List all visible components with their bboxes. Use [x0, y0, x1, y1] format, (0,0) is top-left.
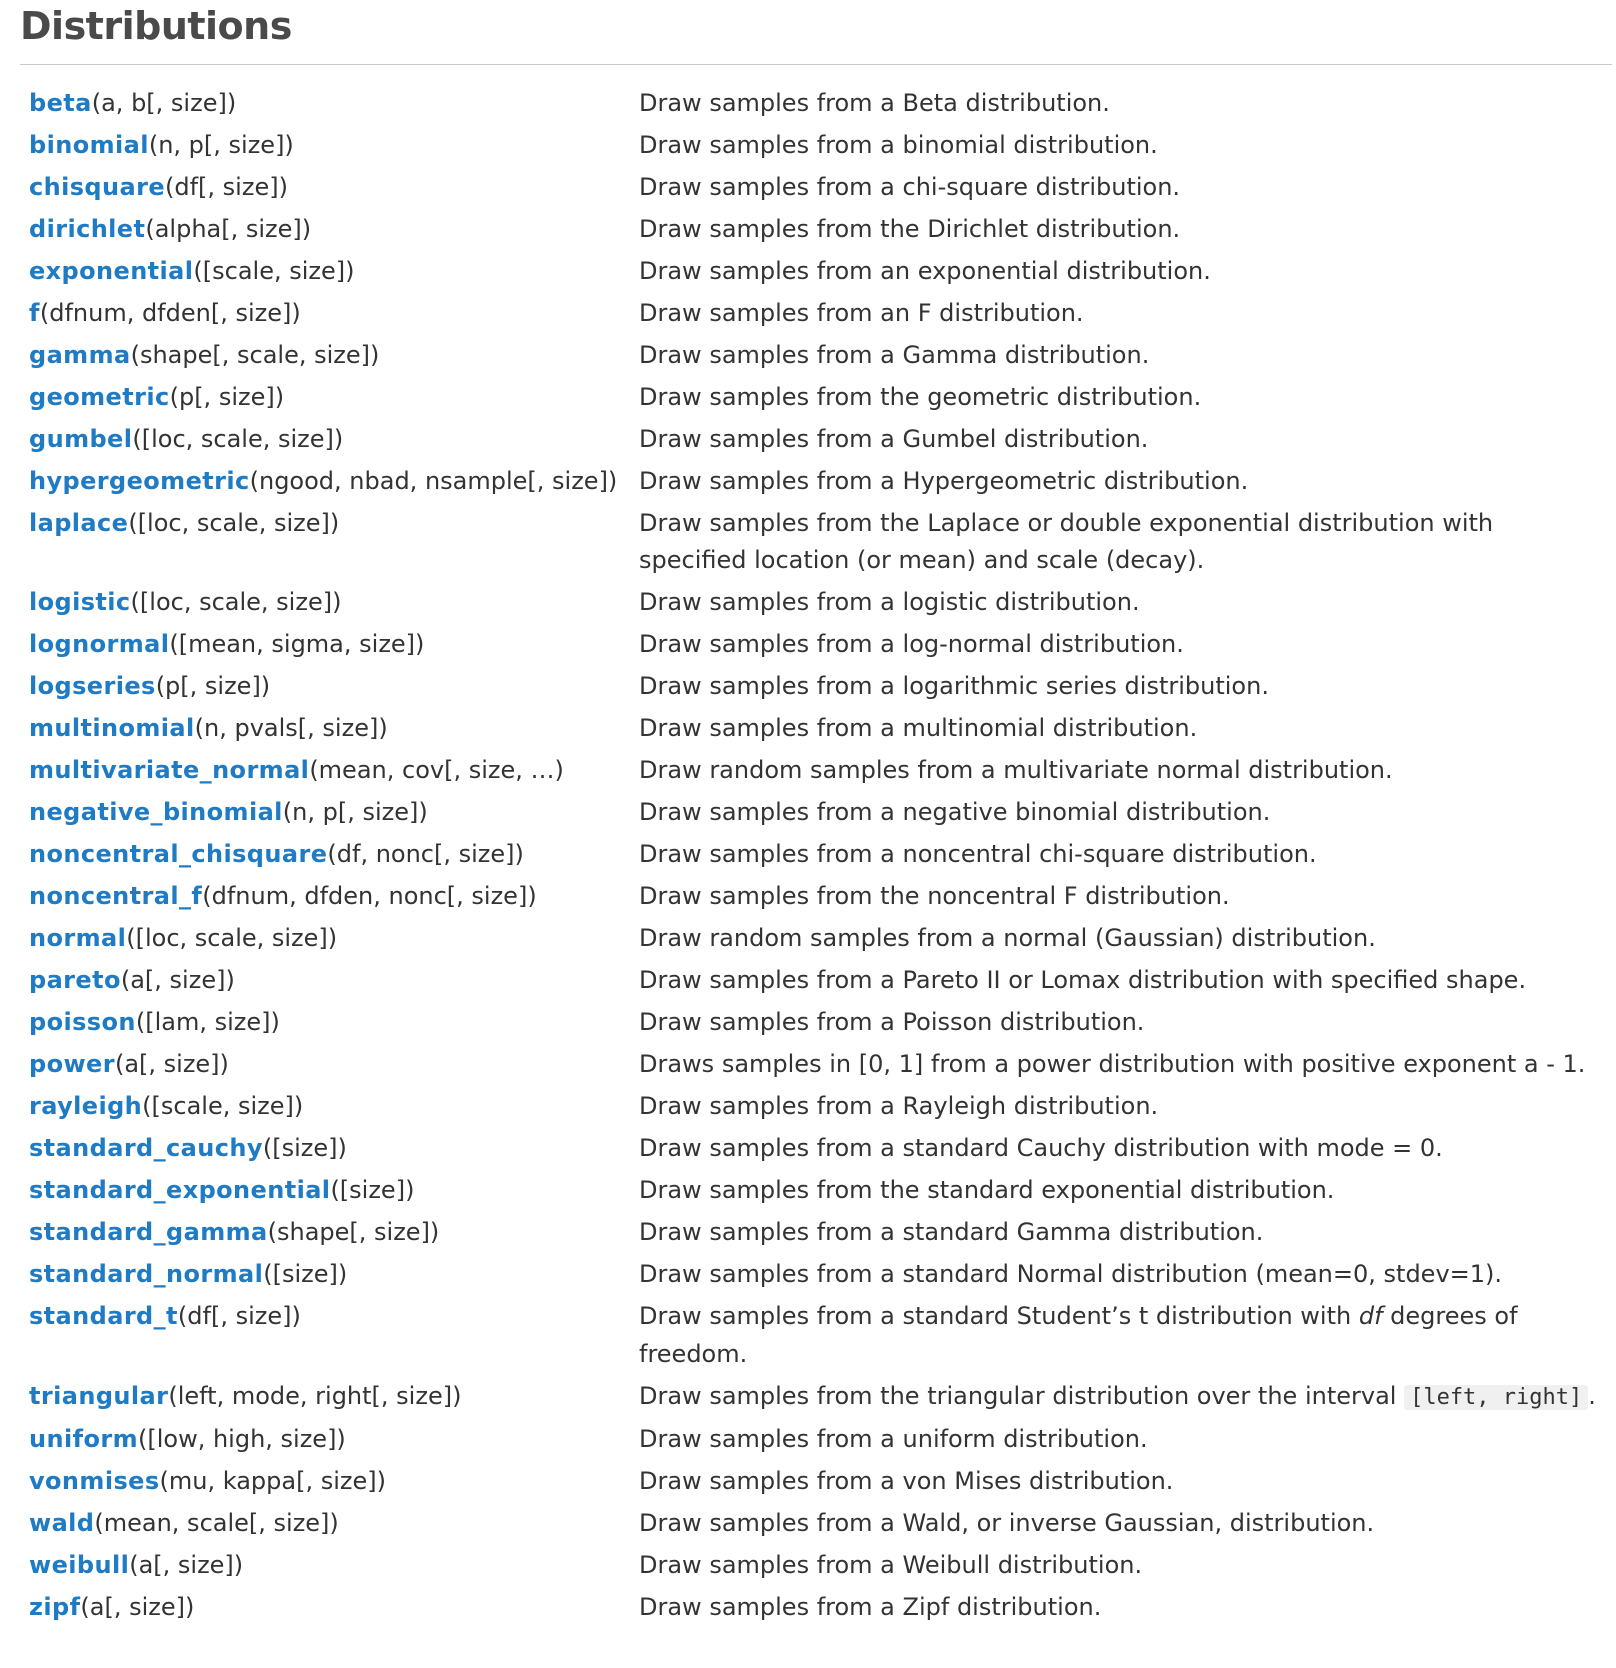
table-row — [29, 1256, 1616, 1293]
function-link-poisson[interactable]: poisson — [29, 1008, 136, 1037]
function-params: (left, mode, right[, size]) — [168, 1381, 462, 1410]
distribution-table — [29, 85, 1616, 1631]
function-description: Draws samples in [0, 1] from a power distribution with positive exponent a - 1. — [639, 1050, 1586, 1079]
function-signature — [29, 295, 639, 332]
table-row — [29, 1421, 1616, 1458]
function-signature — [29, 1172, 639, 1209]
function-link-lognormal[interactable]: lognormal — [29, 630, 170, 659]
function-signature — [29, 584, 639, 621]
function-link-hypergeometric[interactable]: hypergeometric — [29, 467, 250, 495]
function-signature — [29, 1378, 639, 1415]
function-params: ([mean, sigma, size]) — [169, 630, 425, 659]
function-description: Draw samples from a noncentral chi-square distribution. — [639, 840, 1317, 869]
function-link-triangular[interactable]: triangular — [29, 1381, 169, 1410]
table-row — [29, 169, 1616, 206]
function-description: Draw samples from a logarithmic series distribution. — [639, 672, 1269, 701]
function-signature — [29, 253, 639, 290]
table-row — [29, 253, 1616, 290]
function-link-multivariate-normal[interactable]: multivariate_normal — [29, 756, 310, 785]
table-row — [29, 878, 1616, 915]
function-signature — [29, 626, 639, 663]
table-row — [29, 1214, 1616, 1251]
function-description: Draw samples from a Poisson distribution. — [639, 1008, 1145, 1037]
function-description: Draw samples from a multinomial distribution. — [639, 714, 1198, 743]
function-signature — [29, 668, 639, 705]
function-description: Draw samples from a Beta distribution. — [639, 89, 1110, 117]
function-params: ([lam, size]) — [135, 1008, 280, 1037]
function-params: (a[, size]) — [80, 1592, 195, 1621]
function-link-f[interactable]: f — [29, 299, 40, 327]
function-link-weibull[interactable]: weibull — [29, 1550, 130, 1579]
table-row — [29, 1172, 1616, 1209]
table-row — [29, 1298, 1616, 1373]
description-text: Draw samples from a standard Student’s t distribution with — [639, 1302, 1359, 1331]
function-description: Draw samples from a logistic distribution. — [639, 588, 1140, 617]
function-link-power[interactable]: power — [29, 1050, 115, 1079]
function-description: Draw samples from a Gamma distribution. — [639, 341, 1150, 369]
function-params: ([low, high, size]) — [137, 1424, 346, 1453]
table-row — [29, 505, 1616, 580]
function-link-negative-binomial[interactable]: negative_binomial — [29, 798, 283, 827]
function-description: Draw samples from the Dirichlet distribution. — [639, 215, 1181, 243]
function-link-noncentral-f[interactable]: noncentral_f — [29, 882, 203, 911]
function-params: (df[, size]) — [177, 1302, 301, 1331]
table-row — [29, 584, 1616, 621]
function-link-zipf[interactable]: zipf — [29, 1592, 81, 1621]
function-signature — [29, 421, 639, 458]
function-params: ([scale, size]) — [193, 257, 355, 285]
title-divider — [20, 64, 1612, 65]
function-link-uniform[interactable]: uniform — [29, 1424, 138, 1453]
function-params: (mu, kappa[, size]) — [159, 1466, 386, 1495]
table-row — [29, 85, 1616, 122]
function-link-logistic[interactable]: logistic — [29, 588, 131, 617]
function-params: ([loc, scale, size]) — [128, 509, 340, 537]
function-signature — [29, 1505, 639, 1542]
function-description: Draw samples from a standard Normal distribution (mean=0, stdev=1). — [639, 1260, 1503, 1289]
function-signature — [29, 1421, 639, 1458]
function-params: ([size]) — [330, 1176, 415, 1205]
description-text: Draw samples from the triangular distribution over the interval — [639, 1381, 1405, 1410]
function-signature — [29, 85, 639, 122]
page-title: Distributions — [20, 4, 292, 48]
function-signature — [29, 211, 639, 248]
description-emphasis: df — [1358, 1302, 1383, 1331]
table-row — [29, 962, 1616, 999]
function-params: (n, p[, size]) — [282, 798, 428, 827]
function-signature — [29, 1046, 639, 1083]
table-row — [29, 752, 1616, 789]
function-link-gumbel[interactable]: gumbel — [29, 425, 133, 453]
table-row — [29, 1505, 1616, 1542]
function-description: Draw samples from an F distribution. — [639, 299, 1084, 327]
function-link-logseries[interactable]: logseries — [29, 672, 156, 701]
table-row — [29, 421, 1616, 458]
function-signature — [29, 505, 639, 542]
function-link-rayleigh[interactable]: rayleigh — [29, 1092, 143, 1121]
function-link-pareto[interactable]: pareto — [29, 966, 121, 995]
function-signature — [29, 169, 639, 206]
function-signature — [29, 878, 639, 915]
table-row — [29, 794, 1616, 831]
function-signature — [29, 710, 639, 747]
function-params: (dfnum, dfden[, size]) — [39, 299, 301, 327]
function-params: ([scale, size]) — [142, 1092, 304, 1121]
function-link-wald[interactable]: wald — [29, 1508, 95, 1537]
function-link-standard-gamma[interactable]: standard_gamma — [29, 1218, 268, 1247]
table-row — [29, 710, 1616, 747]
function-description: Draw random samples from a multivariate normal distribution. — [639, 756, 1393, 785]
function-link-standard-t[interactable]: standard_t — [29, 1302, 178, 1331]
function-params: (dfnum, dfden, nonc[, size]) — [202, 882, 537, 911]
function-description: Draw samples from an exponential distribution. — [639, 257, 1211, 285]
function-signature — [29, 1547, 639, 1584]
function-params: ([size]) — [263, 1260, 348, 1289]
function-description — [639, 1298, 1599, 1373]
function-description: Draw random samples from a normal (Gaussian) distribution. — [639, 924, 1376, 953]
function-link-chisquare[interactable]: chisquare — [29, 173, 165, 201]
function-signature — [29, 337, 639, 374]
table-row — [29, 1088, 1616, 1125]
function-signature — [29, 1088, 639, 1125]
function-params: (ngood, nbad, nsample[, size]) — [249, 467, 618, 495]
function-signature — [29, 962, 639, 999]
description-text: . — [1588, 1381, 1596, 1410]
function-description: Draw samples from a standard Gamma distribution. — [639, 1218, 1264, 1247]
function-params: (p[, size]) — [169, 383, 285, 411]
table-row — [29, 1589, 1616, 1626]
function-params: (mean, cov[, size, …) — [309, 756, 564, 785]
function-description: Draw samples from a binomial distribution. — [639, 131, 1158, 159]
function-params: (df, nonc[, size]) — [327, 840, 524, 869]
function-params: (alpha[, size]) — [145, 215, 312, 243]
table-row — [29, 920, 1616, 957]
function-description: Draw samples from a chi-square distribution. — [639, 173, 1181, 201]
function-description: Draw samples from the noncentral F distribution. — [639, 882, 1230, 911]
function-description: Draw samples from a uniform distribution. — [639, 1424, 1148, 1453]
function-signature — [29, 752, 639, 789]
function-link-laplace[interactable]: laplace — [29, 509, 129, 537]
function-description: Draw samples from the standard exponential distribution. — [639, 1176, 1335, 1205]
table-row — [29, 1378, 1616, 1416]
function-signature — [29, 463, 639, 500]
function-description: Draw samples from a standard Cauchy distribution with mode = 0. — [639, 1134, 1443, 1163]
function-description: Draw samples from a Weibull distribution. — [639, 1550, 1143, 1579]
table-row — [29, 127, 1616, 164]
function-description: Draw samples from a Rayleigh distribution. — [639, 1092, 1159, 1121]
function-description: Draw samples from a von Mises distribution. — [639, 1466, 1174, 1495]
function-description: Draw samples from the geometric distribution. — [639, 383, 1202, 411]
table-row — [29, 1046, 1616, 1083]
function-link-gamma[interactable]: gamma — [29, 341, 131, 369]
function-description: Draw samples from a Pareto II or Lomax distribution with specified shape. — [639, 966, 1527, 995]
function-params: (shape[, size]) — [267, 1218, 440, 1247]
function-params: (n, pvals[, size]) — [194, 714, 388, 743]
function-params: (a[, size]) — [129, 1550, 244, 1579]
function-signature — [29, 1589, 639, 1626]
function-signature — [29, 1130, 639, 1167]
function-description: Draw samples from a Gumbel distribution. — [639, 425, 1149, 453]
function-link-dirichlet[interactable]: dirichlet — [29, 215, 146, 243]
function-link-multinomial[interactable]: multinomial — [29, 714, 195, 743]
function-link-binomial[interactable]: binomial — [29, 131, 149, 159]
function-description: Draw samples from a Wald, or inverse Gaussian, distribution. — [639, 1508, 1375, 1537]
function-signature — [29, 1004, 639, 1041]
function-link-vonmises[interactable]: vonmises — [29, 1466, 160, 1495]
table-row — [29, 337, 1616, 374]
function-signature — [29, 836, 639, 873]
function-description: Draw samples from a negative binomial distribution. — [639, 798, 1271, 827]
function-link-normal[interactable]: normal — [29, 924, 127, 953]
function-params: ([loc, scale, size]) — [126, 924, 338, 953]
function-signature — [29, 794, 639, 831]
table-row — [29, 379, 1616, 416]
description-text: degrees of freedom. — [639, 1302, 1518, 1368]
function-signature — [29, 1256, 639, 1293]
function-params: (a, b[, size]) — [91, 89, 237, 117]
function-description — [639, 1378, 1599, 1416]
description-code: [left, right] — [1404, 1385, 1588, 1410]
function-params: (df[, size]) — [165, 173, 288, 201]
function-link-standard-normal[interactable]: standard_normal — [29, 1260, 264, 1289]
table-row — [29, 1463, 1616, 1500]
function-params: (n, p[, size]) — [148, 131, 294, 159]
table-row — [29, 668, 1616, 705]
function-signature — [29, 1463, 639, 1500]
function-description: Draw samples from a Hypergeometric distribution. — [639, 467, 1249, 495]
function-link-exponential[interactable]: exponential — [29, 257, 194, 285]
table-row — [29, 1130, 1616, 1167]
function-params: (a[, size]) — [120, 966, 235, 995]
table-row — [29, 1004, 1616, 1041]
table-row — [29, 626, 1616, 663]
function-params: (shape[, scale, size]) — [130, 341, 380, 369]
function-signature — [29, 1298, 639, 1335]
function-link-noncentral-chisquare[interactable]: noncentral_chisquare — [29, 840, 328, 869]
function-description: Draw samples from the Laplace or double exponential distribution with specified location (or mean) and scale (decay). — [639, 509, 1494, 575]
table-row — [29, 463, 1616, 500]
function-signature — [29, 127, 639, 164]
function-link-standard-cauchy[interactable]: standard_cauchy — [29, 1134, 263, 1163]
function-signature — [29, 920, 639, 957]
function-signature — [29, 1214, 639, 1251]
function-params: (mean, scale[, size]) — [94, 1508, 339, 1537]
function-link-beta[interactable]: beta — [29, 89, 92, 117]
table-row — [29, 836, 1616, 873]
function-link-geometric[interactable]: geometric — [29, 383, 170, 411]
function-description: Draw samples from a Zipf distribution. — [639, 1592, 1102, 1621]
function-params: ([loc, scale, size]) — [130, 588, 342, 617]
table-row — [29, 1547, 1616, 1584]
function-params: ([loc, scale, size]) — [132, 425, 344, 453]
function-params: ([size]) — [262, 1134, 347, 1163]
function-signature — [29, 379, 639, 416]
function-link-standard-exponential[interactable]: standard_exponential — [29, 1176, 331, 1205]
table-row — [29, 295, 1616, 332]
table-row — [29, 211, 1616, 248]
function-params: (a[, size]) — [114, 1050, 229, 1079]
function-description: Draw samples from a log-normal distribution. — [639, 630, 1184, 659]
function-params: (p[, size]) — [155, 672, 271, 701]
